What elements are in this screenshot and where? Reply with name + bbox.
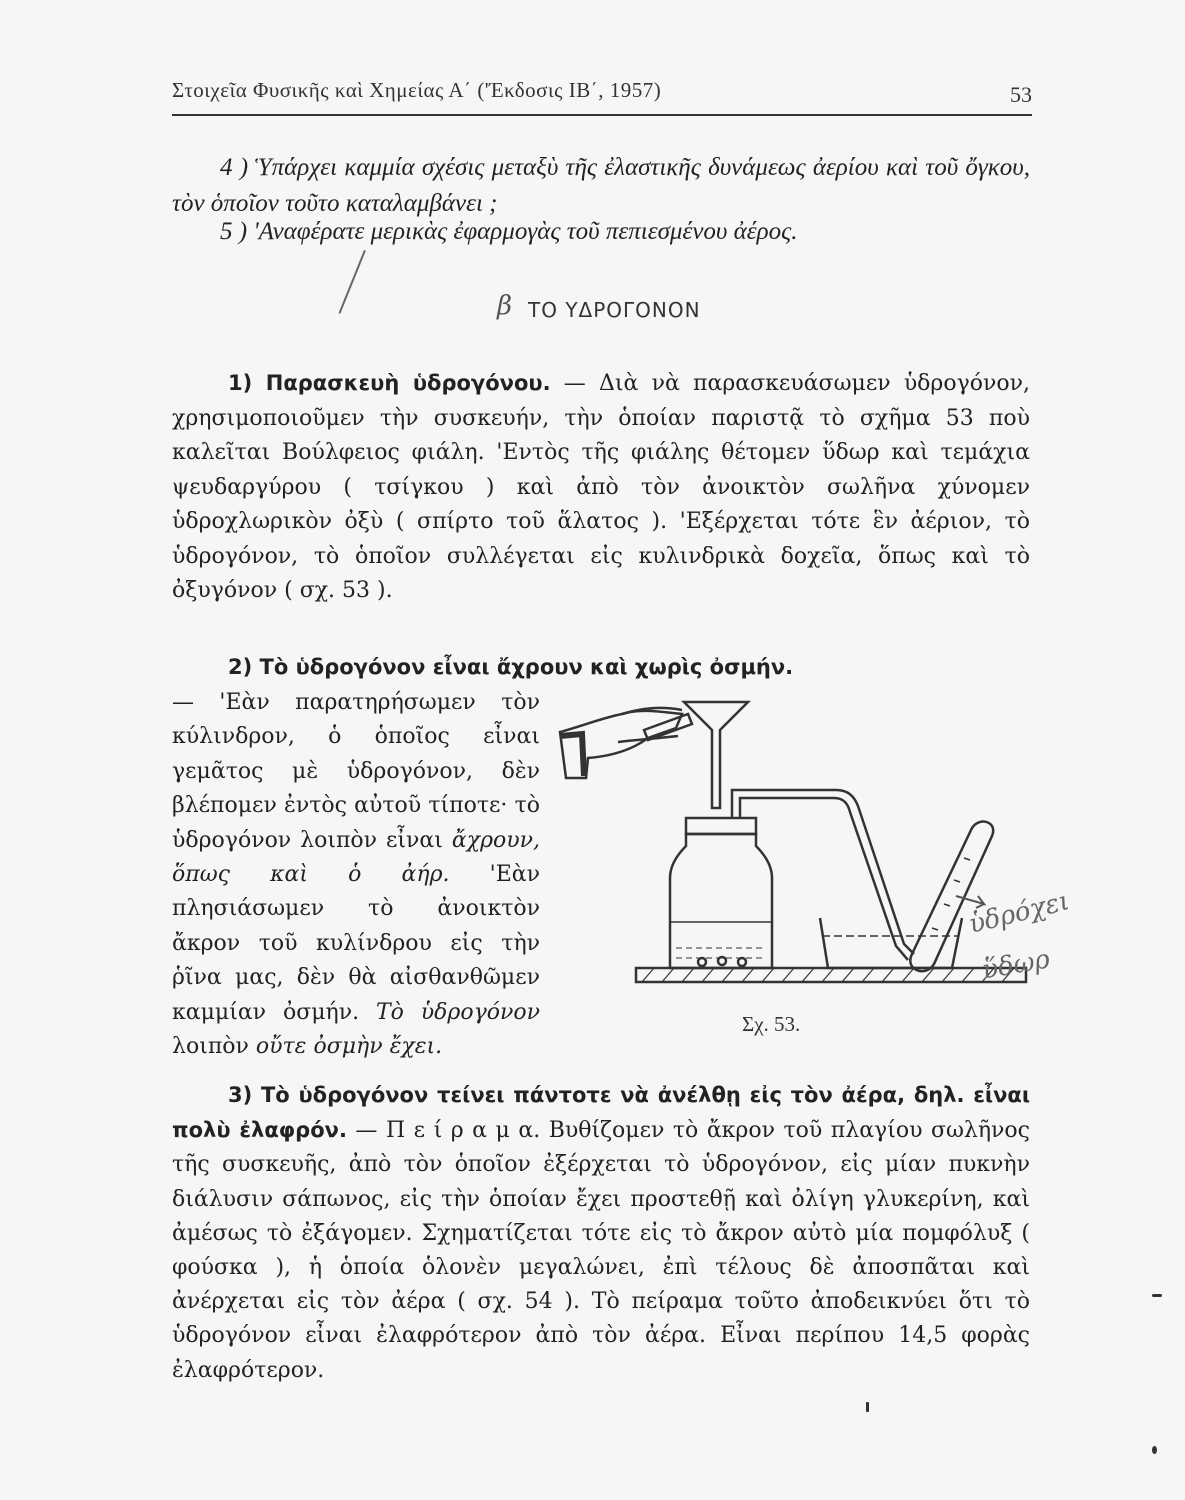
- paragraph-3-body: Βυθίζομεν τὸ ἄκρον τοῦ πλαγίου σωλῆνος τῆς συσκευῆς, ἀπὸ τὸν ὁποῖον ἐξέρχεται τὸ ὑδρογόνον, εἰς μίαν πυκνὴν διάλυσιν σάπωνος, εἰς τὴν ὁποίαν ἔχει προστεθῇ καὶ ὀλίγη γλυκερίνη, καὶ ἀμέσως τὸ ἐξάγομεν. Σχηματίζεται τότε εἰς τὸ ἄκρον αὐτὸ μία πομφόλυξ ( φούσκα ), ἡ ὁποία ὁλονὲν μεγαλώνει, ἐπὶ τέλους δὲ ἀποσπᾶται καὶ ἀνέρχεται εἰς τὸν ἀέρα ( σχ. 54 ). Τὸ πείραμα τοῦτο ἀποδεικνύει ὅτι τὸ ὑδρογόνον εἶναι ἐλαφρότερον ἀπὸ τὸν ἀέρα. Εἶναι περίπου 14,5 φορὰς ἐλαφρότερον.: [172, 1118, 1030, 1383]
- collecting-tube: [910, 822, 993, 972]
- section-mark: β: [497, 291, 513, 321]
- paragraph-2-italic-2: Τὸ ὑδρογόνον: [375, 999, 540, 1025]
- question-4: 4 ) Ὑπάρχει καμμία σχέσις μεταξὺ τῆς ἐλαστικῆς δυνάμεως ἀερίου καὶ τοῦ ὄγκου, τὸν ὁποῖον τοῦτο καταλαμβάνει ;: [172, 154, 1030, 217]
- handwritten-note-2: ὕδωρ: [979, 944, 1053, 986]
- paragraph-2-heading: 2) Τὸ ὑδρογόνον εἶναι ἄχρουν καὶ χωρὶς ὀσμήν.: [228, 655, 794, 679]
- paragraph-2-lead: — 'Εὰν παρατηρήσωμεν τὸν κύλινδρον, ὁ ὁποῖος εἶναι γεμᾶτος μὲ ὑδρογόνον, δὲν βλέπομεν ἐντὸς αὐτοῦ τίποτε· τὸ ὑδρογόνον λοιπὸν εἶναι: [172, 690, 540, 853]
- section-title: ΤΟ ΥΔΡΟΓΟΝΟΝ: [528, 298, 701, 322]
- page-number: 53: [1010, 82, 1032, 107]
- experiment-label: Π ε ί ρ α μ α.: [385, 1118, 541, 1144]
- paragraph-2-italic-1: ἄχρουν, ὅπως καὶ ὁ ἀήρ.: [172, 827, 540, 888]
- paragraph-1-body: — Διὰ νὰ παρασκευάσωμεν ὑδρογόνον, χρησιμοποιοῦμεν τὴν συσκευήν, τὴν ὁποίαν παριστᾷ τὸ σχῆμα 53 ποὺ καλεῖται Βούλφειος φιάλη. 'Εντὸς τῆς φιάλης θέτομεν ὕδωρ καὶ τεμάχια ψευδαργύρου ( τσίγκου ) καὶ ἀπὸ τὸν ἀνοικτὸν σωλῆνα χύνομεν ὑδροχλωρικὸν ὀξὺ ( σπίρτο τοῦ ἅλατος ). 'Εξέρχεται τότε ἓν ἀέριον, τὸ ὑδρογόνον, τὸ ὁποῖον συλλέγεται εἰς κυλινδρικὰ δοχεῖα, ὅπως καὶ τὸ ὀξυγόνον ( σχ. 53 ).: [172, 371, 1030, 603]
- woulfe-bottle-figure: [552, 678, 1092, 1048]
- paragraph-lighter-than-air: 3) Τὸ ὑδρογόνον τείνει πάντοτε νὰ ἀνέλθῃ εἰς τὸν ἀέρα, δηλ. εἶναι πολὺ ἐλαφρόν. — Π ε ί ρ α μ α. Βυθίζομεν τὸ ἄκρον τοῦ πλαγίου σωλῆνος τῆς συσκευῆς, ἀπὸ τὸν ὁποῖον ἐξέρχεται τὸ ὑδρογόνον, εἰς μίαν πυκνὴν διάλυσιν σάπωνος, εἰς τὴν ὁποίαν ἔχει προστεθῇ καὶ ὀλίγη γλυκερίνη, καὶ ἀμέσως τὸ ἐξάγομεν. Σχηματίζεται τότε εἰς τὸ ἄκρον αὐτὸ μία πομφόλυξ ( φούσκα ), ἡ ὁποία ὁλονὲν μεγαλώνει, ἐπὶ τέλους δὲ ἀποσπᾶται καὶ ἀνέρχεται εἰς τὸν ἀέρα ( σχ. 54 ). Τὸ πείραμα τοῦτο ἀποδεικνύει ὅτι τὸ ὑδρογόνον εἶναι ἐλαφρότερον ἀπὸ τὸν ἀέρα. Εἶναι περίπου 14,5 φορὰς ἐλαφρότερον.: [172, 1083, 1030, 1383]
- question-5: 5 ) 'Αναφέρατε μερικὰς ἐφαρμογὰς τοῦ πεπιεσμένου ἀέρος.: [220, 218, 798, 245]
- ink-speck: [866, 1402, 869, 1412]
- water-trough: [820, 918, 962, 968]
- paragraph-preparation: [172, 366, 1030, 609]
- figure-caption: Σχ. 53.: [742, 1012, 801, 1036]
- paragraph-3-heading: 3) Τὸ ὑδρογόνον τείνει πάντοτε νὰ ἀνέλθῃ εἰς τὸν ἀέρα, δηλ. εἶναι πολὺ ἐλαφρόν.: [172, 1083, 1030, 1143]
- pencil-stroke: [339, 250, 366, 314]
- hand-illustration: [560, 711, 682, 778]
- paragraph-2-tail: λοιπὸν: [172, 1034, 256, 1060]
- ink-speck: [1152, 1446, 1157, 1454]
- header-title: Στοιχεῖα Φυσικῆς καὶ Χημείας Α΄ ('Έκδοσις ΙΒ΄, 1957): [172, 78, 662, 102]
- running-header: [172, 74, 1032, 116]
- paragraph-2-mid: 'Εὰν πλησιάσωμεν τὸ ἀνοικτὸν ἄκρον τοῦ κυλίνδρου εἰς τὴν ῥῖνα μας, δὲν θὰ αἰσθανθῶμεν καμμίαν ὀσμήν.: [172, 862, 540, 1025]
- funnel: [684, 702, 748, 808]
- handwritten-note-1: ὑδρόχει: [965, 886, 1073, 940]
- ink-speck: [1152, 1294, 1162, 1297]
- paragraph-1-heading: 1) Παρασκευὴ ὑδρογόνου.: [228, 371, 551, 395]
- paragraph-2-italic-3: οὔτε ὀσμὴν ἔχει.: [255, 1034, 443, 1060]
- paragraph-colorless-odorless: [172, 686, 540, 1064]
